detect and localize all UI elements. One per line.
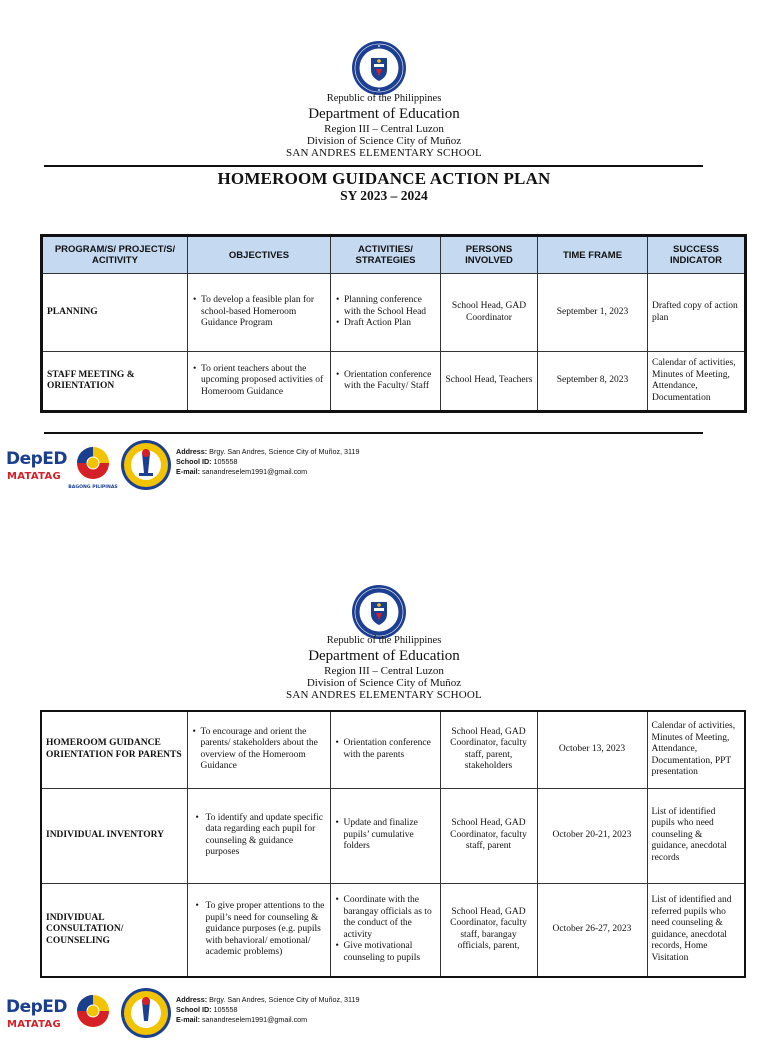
school-seal-icon [120,439,172,491]
letterhead-division: Division of Science City of Muñoz [306,135,462,147]
header-program: PROGRAM/S/ PROJECT/S/ ACITIVITY [42,236,188,274]
deped-logo-text: DepED [6,449,68,469]
activity-item: • Draft Action Plan [335,318,436,330]
letterhead-school: SAN ANDRES ELEMENTARY SCHOOL [286,689,482,701]
program-cell: STAFF MEETING & ORIENTATION [42,352,188,412]
activity-item: • Orientation conference with the parents [335,738,436,761]
letterhead-department: Department of Education [308,106,460,122]
footer-rule [44,432,703,434]
school-id-line [176,1005,360,1015]
activities-cell [331,274,441,352]
header-time-frame: TIME FRAME [538,236,648,274]
objective-item: • To encourage and orient the parents/ stakeholders about the overview of the Homeroom Guidance [192,727,326,773]
school-contact-info [176,447,360,477]
persons-cell: School Head, GAD Coordinator [441,274,538,352]
action-plan-table [40,234,747,413]
indicator-cell: Drafted copy of action plan [648,274,746,352]
deped-matatag-logo [6,993,68,1037]
letterhead-department: Department of Education [308,648,460,664]
bagong-pilipinas-logo [68,991,118,1039]
persons-cell: School Head, GAD Coordinator, faculty staff, parent, stakeholders [440,711,537,788]
objectives-cell [188,274,331,352]
email-line [176,467,360,477]
school-contact-info [176,995,360,1025]
matatag-logo-text: MATATAG [7,471,62,482]
table-row [42,352,746,412]
letterhead [0,92,768,160]
email-value: sanandreselem1991@gmail.com [199,1015,308,1024]
activities-cell [331,352,441,412]
indicator-cell: List of identified pupils who need counseling & guidance, anecdotal records [647,788,745,883]
letterhead-region: Region III – Central Luzon [324,665,444,677]
persons-cell: School Head, GAD Coordinator, faculty staff, parent [440,788,537,883]
school-id-line [176,457,360,467]
objective-item: • To develop a feasible plan for school-based Homeroom Guidance Program [192,295,326,330]
address-label: Address: [176,995,208,1004]
indicator-cell: Calendar of activities, Minutes of Meeting, Attendance, Documentation, PPT presentation [647,711,745,788]
header-activities: ACTIVITIES/ STRATEGIES [331,236,441,274]
activity-item: • Orientation conference with the Faculty/ Staff [335,370,436,393]
address-value: Brgy. San Andres, Science City of Muñoz, 3119 [207,995,360,1004]
persons-cell: School Head, GAD Coordinator, faculty staff, barangay officials, parent, [440,883,537,977]
program-cell: PLANNING [42,274,188,352]
header-objectives: OBJECTIVES [188,236,331,274]
activities-cell [330,788,440,883]
deped-seal-icon [351,40,407,96]
indicator-cell: Calendar of activities, Minutes of Meeting, Attendance, Documentation [648,352,746,412]
objectives-cell [188,352,331,412]
page-footer [0,439,768,499]
objective-item: • To orient teachers about the upcoming proposed activities of Homeroom Guidance [192,364,326,399]
svg-text:BAGONG PILIPINAS: BAGONG PILIPINAS [68,485,118,490]
address-line [176,447,360,457]
school-id-value: 105558 [211,457,238,466]
persons-cell: School Head, Teachers [441,352,538,412]
time-frame-cell: October 13, 2023 [537,711,647,788]
school-seal-icon [120,987,172,1039]
letterhead-division: Division of Science City of Muñoz [306,677,462,689]
program-cell: INDIVIDUAL INVENTORY [41,788,187,883]
address-value: Brgy. San Andres, Science City of Muñoz, 3119 [207,447,360,456]
bagong-pilipinas-logo [68,443,118,491]
objective-item: • To identify and update specific data regarding each pupil for counseling & guidance purposes [192,813,326,859]
objective-item: • To give proper attentions to the pupil’s need for counseling & guidance purposes (e.g. pupils with behavioral/ emotional/ academic problems) [192,901,326,959]
deped-seal-icon [351,584,407,640]
email-value: sanandreselem1991@gmail.com [199,467,308,476]
table-row [42,274,746,352]
program-cell: HOMEROOM GUIDANCE ORIENTATION FOR PARENTS [41,711,187,788]
activity-item: • Planning conference with the School Head [335,295,436,318]
time-frame-cell: October 26-27, 2023 [537,883,647,977]
deped-matatag-logo [6,445,68,489]
email-label: E-mail: [176,1015,200,1024]
letterhead-republic: Republic of the Philippines [326,635,442,646]
activity-item: • Update and finalize pupils’ cumulative folders [335,818,436,853]
school-year: SY 2023 – 2024 [340,188,428,203]
header-persons: PERSONS INVOLVED [441,236,538,274]
table-row [41,883,745,977]
letterhead-republic: Republic of the Philippines [326,93,442,104]
time-frame-cell: October 20-21, 2023 [537,788,647,883]
table-header-row [42,236,746,274]
objectives-cell [187,883,330,977]
school-id-value: 105558 [211,1005,238,1014]
activity-item: • Give motivational counseling to pupils [335,941,436,964]
letterhead [0,634,768,702]
address-label: Address: [176,447,208,456]
time-frame-cell: September 8, 2023 [538,352,648,412]
objectives-cell [187,711,330,788]
program-cell: INDIVIDUAL CONSULTATION/ COUNSELING [41,883,187,977]
objectives-cell [187,788,330,883]
action-plan-table-continued [40,710,746,978]
school-id-label: School ID: [176,1005,212,1014]
address-line [176,995,360,1005]
school-id-label: School ID: [176,457,212,466]
document-title: HOMEROOM GUIDANCE ACTION PLAN [217,169,551,188]
table-row [41,711,745,788]
activities-cell [330,711,440,788]
letterhead-school: SAN ANDRES ELEMENTARY SCHOOL [286,147,482,159]
header-success-indicator: SUCCESS INDICATOR [648,236,746,274]
page-footer [0,987,768,1047]
deped-logo-text: DepED [6,997,68,1017]
email-label: E-mail: [176,467,200,476]
indicator-cell: List of identified and referred pupils who need counseling & guidance, anecdotal records, Home Visitation [647,883,745,977]
letterhead-region: Region III – Central Luzon [324,123,444,135]
activities-cell [330,883,440,977]
header-rule [44,165,703,167]
activity-item: • Coordinate with the barangay officials as to the conduct of the activity [335,895,436,941]
table-row [41,788,745,883]
matatag-logo-text: MATATAG [7,1019,62,1030]
time-frame-cell: September 1, 2023 [538,274,648,352]
email-line [176,1015,360,1025]
